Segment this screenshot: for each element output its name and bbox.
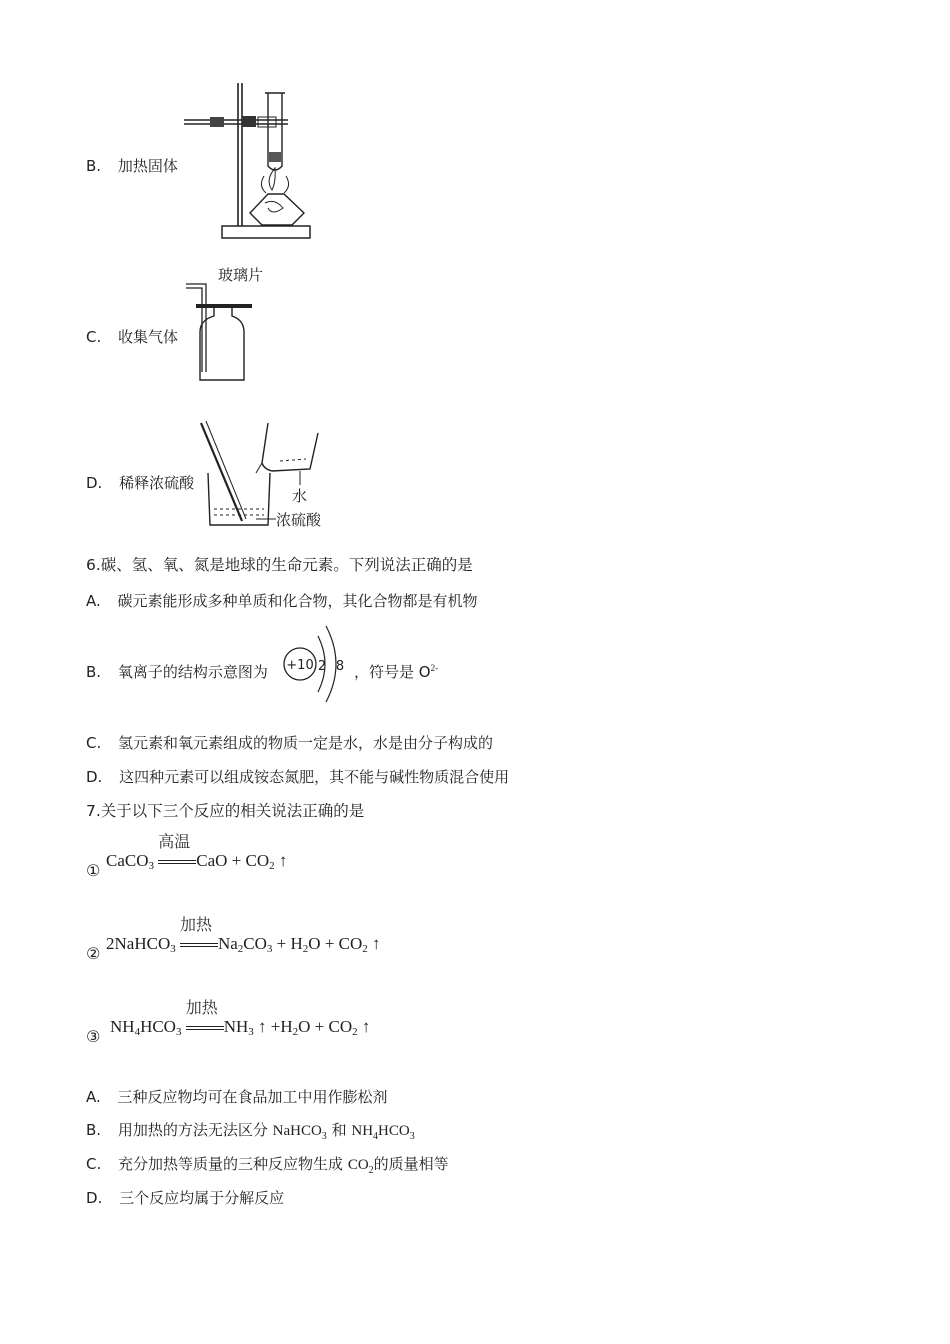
reaction-number: ① xyxy=(86,861,101,880)
formula-part: CO xyxy=(347,1157,369,1173)
option-letter: D. xyxy=(86,474,103,492)
option-text: 收集气体 xyxy=(118,328,179,346)
option-letter: A. xyxy=(86,1088,101,1106)
formula-part: NH xyxy=(351,1123,374,1139)
reaction-number: ③ xyxy=(86,1027,101,1046)
option-letter: B. xyxy=(86,1121,102,1139)
q6-option-a xyxy=(86,590,478,611)
water-label: 水 xyxy=(292,487,308,505)
option-text: 氢元素和氧元素组成的物质一定是水，水是由分子构成的 xyxy=(118,734,494,752)
q6-option-d xyxy=(86,766,509,787)
option-text: 氧离子的结构示意图为 xyxy=(117,663,268,681)
reaction-1-equation: CaCO$_3$ 高温 CaO + $CO_2$ ↑ xyxy=(106,851,287,872)
option-b-q5 xyxy=(86,155,178,176)
formula-sub: 4 xyxy=(373,1131,379,1142)
acid-label: 浓硫酸 xyxy=(276,511,322,529)
formula-part: HCO xyxy=(378,1123,410,1139)
option-letter: C. xyxy=(86,328,102,346)
reaction-condition: 高温 xyxy=(158,832,191,851)
q7-option-a xyxy=(86,1086,388,1107)
option-d-q5 xyxy=(86,472,194,493)
reaction-number: ② xyxy=(86,944,101,963)
option-letter: C. xyxy=(86,1155,102,1173)
q7-option-c xyxy=(86,1153,449,1176)
ion-charge: 2- xyxy=(430,663,439,673)
question-6-stem: 6.碳、氢、氧、氮是地球的生命元素。下列说法正确的是 xyxy=(86,556,473,574)
reaction-3-equation: $NH_4HCO_3$ 加热 $NH_3$ ↑ $+H_2O + CO_2$ ↑ xyxy=(110,1017,370,1038)
q6-option-b xyxy=(86,661,268,682)
formula-sub: 3 xyxy=(321,1131,327,1142)
q7-option-b xyxy=(86,1119,415,1142)
option-text: 充分加热等质量的三种反应物生成 xyxy=(118,1155,348,1173)
option-letter: B. xyxy=(86,157,102,175)
option-letter: D. xyxy=(86,768,103,786)
oxygen-ion-structure-diagram xyxy=(280,624,352,706)
reaction-2-equation: 2NaHCO$_3$ 加热 $Na_2CO_3 + H_2O + CO_2$ ↑ xyxy=(106,934,381,955)
nucleus-charge: +10 xyxy=(286,658,314,673)
formula-sub: 3 xyxy=(409,1131,415,1142)
q7-option-d xyxy=(86,1187,284,1208)
option-text: 用加热的方法无法区分 xyxy=(117,1121,273,1139)
gas-collection-diagram xyxy=(186,262,306,387)
option-text-end: 的质量相等 xyxy=(373,1155,449,1173)
option-letter: B. xyxy=(86,663,102,681)
option-letter: C. xyxy=(86,734,102,752)
symbol-text: ，符号是 O xyxy=(354,663,431,681)
acid-dilution-diagram xyxy=(196,415,336,533)
option-text: 稀释浓硫酸 xyxy=(119,474,195,492)
option-c-q5 xyxy=(86,326,178,347)
formula-sub: 2 xyxy=(368,1165,374,1176)
reaction-condition: 加热 xyxy=(185,998,218,1017)
formula-part: NaHCO xyxy=(272,1123,322,1139)
option-text: 加热固体 xyxy=(117,157,178,175)
glass-plate-label: 玻璃片 xyxy=(218,266,264,284)
option-text: 三种反应物均可在食品加工中用作膨松剂 xyxy=(117,1088,388,1106)
option-letter: D. xyxy=(86,1189,103,1207)
option-text: 碳元素能形成多种单质和化合物，其化合物都是有机物 xyxy=(117,592,478,610)
option-text: 三个反应均属于分解反应 xyxy=(119,1189,285,1207)
heating-apparatus-diagram xyxy=(180,78,320,243)
q6-option-b-symbol xyxy=(354,661,438,682)
option-letter: A. xyxy=(86,592,101,610)
q6-option-c xyxy=(86,732,493,753)
option-text: 这四种元素可以组成铵态氮肥，其不能与碱性物质混合使用 xyxy=(119,768,510,786)
shell1-electrons: 2 xyxy=(317,659,327,674)
option-text-mid: 和 xyxy=(331,1121,352,1139)
reaction-condition: 加热 xyxy=(179,915,212,934)
question-7-stem: 7.关于以下三个反应的相关说法正确的是 xyxy=(86,802,365,820)
shell2-electrons: 8 xyxy=(335,659,345,674)
